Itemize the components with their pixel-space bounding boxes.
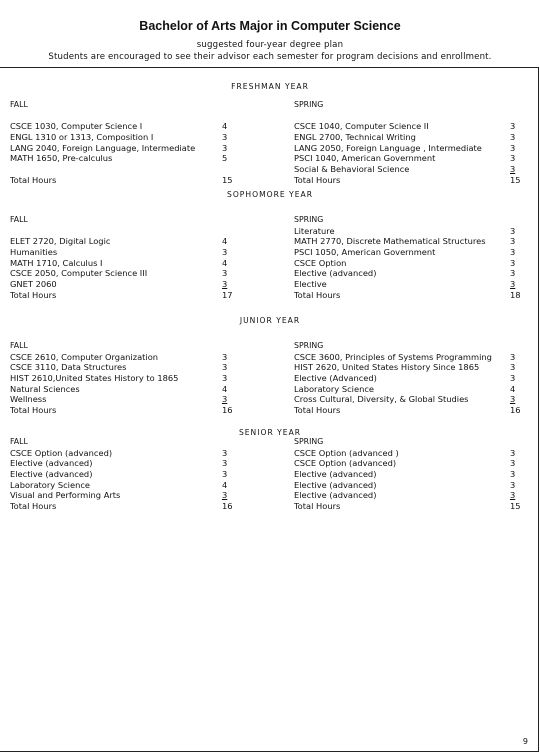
course-name: LANG 2040, Foreign Language, Intermediate (10, 142, 196, 153)
total-hours-label: Total Hours (10, 501, 57, 512)
course-name: MATH 2770, Discrete Mathematical Structures (294, 236, 486, 247)
course-name: CSCE 1030, Computer Science I (10, 121, 143, 132)
fall-course-list (10, 448, 120, 512)
year-heading: FRESHMAN YEAR (231, 82, 309, 91)
course-name: Cross Cultural, Diversity, & Global Studies (294, 394, 469, 405)
spring-label: SPRING (294, 100, 324, 109)
course-name: Wellness (10, 394, 47, 405)
spring-label: SPRING (294, 341, 324, 350)
course-credits: 3 (510, 247, 516, 258)
course-name: Elective (294, 279, 327, 290)
course-credits (222, 226, 233, 237)
course-credits: 3 (510, 447, 516, 458)
course-name: CSCE 1040, Computer Science II (294, 121, 429, 132)
course-credits: 3 (222, 247, 228, 258)
total-hours-value: 15 (510, 501, 521, 512)
course-credits: 3 (222, 279, 228, 290)
total-hours-label: Total Hours (294, 405, 341, 416)
year-heading: JUNIOR YEAR (239, 316, 301, 325)
course-name: ENGL 1310 or 1313, Composition I (10, 132, 154, 143)
course-credits: 3 (222, 142, 228, 153)
course-name: Elective (advanced) (294, 469, 377, 480)
course-name: GNET 2060 (10, 279, 57, 290)
spring-course-list (294, 226, 486, 301)
course-name: Literature (294, 225, 335, 236)
course-name: HIST 2610,United States History to 1865 (10, 373, 179, 384)
course-credits: 3 (510, 469, 516, 480)
course-credits: 4 (510, 383, 516, 394)
course-name: Elective (advanced) (10, 469, 93, 480)
fall-label: FALL (10, 341, 28, 350)
course-credits: 4 (222, 121, 228, 132)
course-name: CSCE Option (advanced ) (294, 447, 399, 458)
fall-course-list (10, 352, 178, 416)
course-credits: 3 (222, 351, 228, 362)
spring-label: SPRING (294, 215, 324, 224)
total-hours-value: 16 (222, 405, 233, 416)
course-name: MATH 1710, Calculus I (10, 257, 103, 268)
page-subtitle: suggested four-year degree plan (196, 40, 344, 50)
total-hours-value: 15 (222, 174, 233, 185)
spring-credit-list (510, 111, 521, 186)
total-hours-label: Total Hours (10, 174, 57, 185)
course-name: Laboratory Science (294, 383, 374, 394)
course-credits: 3 (222, 394, 228, 405)
course-credits (222, 111, 233, 122)
course-name: Social & Behavioral Science (294, 164, 410, 175)
course-name: Elective (advanced) (294, 479, 377, 490)
course-name: PSCI 1050, American Government (294, 247, 436, 258)
course-credits: 3 (510, 394, 516, 405)
course-name (10, 111, 195, 122)
fall-course-list (10, 111, 195, 186)
course-name: CSCE 2050, Computer Science III (10, 268, 148, 279)
course-name: Humanities (10, 247, 58, 258)
course-credits: 4 (222, 236, 228, 247)
course-name: MATH 1650, Pre-calculus (10, 153, 113, 164)
course-name: Elective (advanced) (294, 268, 377, 279)
total-hours-value: 18 (510, 289, 521, 300)
course-credits: 3 (510, 132, 516, 143)
course-credits: 3 (510, 362, 516, 373)
course-credits: 3 (510, 225, 516, 236)
spring-credit-list (510, 226, 521, 301)
fall-label: FALL (10, 100, 28, 109)
fall-credit-list (222, 226, 233, 301)
fall-credit-list (222, 111, 233, 186)
course-name: CSCE 3600, Principles of Systems Programming (294, 351, 492, 362)
course-credits: 3 (510, 373, 516, 384)
course-name: ENGL 2700, Technical Writing (294, 132, 416, 143)
total-hours-value: 16 (510, 405, 521, 416)
course-credits: 4 (222, 383, 228, 394)
course-name: PSCI 1040, American Government (294, 153, 436, 164)
course-credits: 3 (510, 164, 516, 175)
course-name: Elective (advanced) (294, 490, 377, 501)
spring-course-list (294, 111, 482, 186)
course-credits: 4 (222, 257, 228, 268)
total-hours-value: 17 (222, 289, 233, 300)
course-credits: 3 (222, 268, 228, 279)
course-credits: 3 (510, 351, 516, 362)
course-name: ELET 2720, Digital Logic (10, 236, 111, 247)
course-name: CSCE 2610, Computer Organization (10, 351, 159, 362)
course-name: CSCE Option (294, 257, 347, 268)
year-heading: SOPHOMORE YEAR (227, 190, 313, 199)
fall-credit-list (222, 352, 233, 416)
course-name: Visual and Performing Arts (10, 490, 121, 501)
course-credits: 4 (222, 479, 228, 490)
spring-credit-list (510, 352, 521, 416)
course-name (294, 111, 482, 122)
course-credits: 3 (510, 490, 516, 501)
fall-credit-list (222, 448, 233, 512)
course-name: HIST 2620, United States History Since 1865 (294, 362, 480, 373)
course-name (10, 226, 147, 237)
total-hours-label: Total Hours (294, 174, 341, 185)
course-name: Elective (Advanced) (294, 373, 377, 384)
course-credits: 3 (222, 447, 228, 458)
total-hours-label: Total Hours (294, 289, 341, 300)
spring-label: SPRING (294, 437, 324, 446)
total-hours-value: 16 (222, 501, 233, 512)
course-credits: 3 (222, 373, 228, 384)
course-credits: 3 (222, 469, 228, 480)
page-number: 9 (522, 737, 528, 746)
course-credits: 3 (222, 362, 228, 373)
fall-label: FALL (10, 215, 28, 224)
course-credits: 3 (510, 153, 516, 164)
course-credits: 3 (222, 490, 228, 501)
course-name: Elective (advanced) (10, 458, 93, 469)
total-hours-label: Total Hours (10, 405, 57, 416)
total-hours-label: Total Hours (10, 289, 57, 300)
total-hours-label: Total Hours (294, 501, 341, 512)
year-heading: SENIOR YEAR (238, 428, 302, 437)
spring-credit-list (510, 448, 521, 512)
course-credits: 3 (222, 132, 228, 143)
course-name: CSCE Option (advanced) (10, 447, 113, 458)
course-credits: 3 (510, 458, 516, 469)
course-credits: 3 (510, 236, 516, 247)
course-name: Natural Sciences (10, 383, 80, 394)
course-credits: 3 (510, 257, 516, 268)
course-credits: 5 (222, 153, 228, 164)
course-credits: 3 (510, 279, 516, 290)
course-name (10, 164, 195, 175)
total-hours-value: 15 (510, 174, 521, 185)
spring-course-list (294, 352, 492, 416)
course-name: Laboratory Science (10, 479, 90, 490)
spring-course-list (294, 448, 399, 512)
course-credits (510, 111, 521, 122)
course-credits: 3 (510, 479, 516, 490)
course-credits: 3 (510, 268, 516, 279)
fall-course-list (10, 226, 147, 301)
course-credits: 3 (510, 142, 516, 153)
course-credits (222, 164, 233, 175)
course-name: CSCE 3110, Data Structures (10, 362, 127, 373)
fall-label: FALL (10, 437, 28, 446)
course-name: CSCE Option (advanced) (294, 458, 397, 469)
course-name: LANG 2050, Foreign Language , Intermediate (294, 142, 482, 153)
course-credits: 3 (510, 121, 516, 132)
advisor-note: Students are encouraged to see their advisor each semester for program decisions and enrollment. (48, 52, 492, 62)
page-title: Bachelor of Arts Major in Computer Science (139, 19, 401, 33)
course-credits: 3 (222, 458, 228, 469)
